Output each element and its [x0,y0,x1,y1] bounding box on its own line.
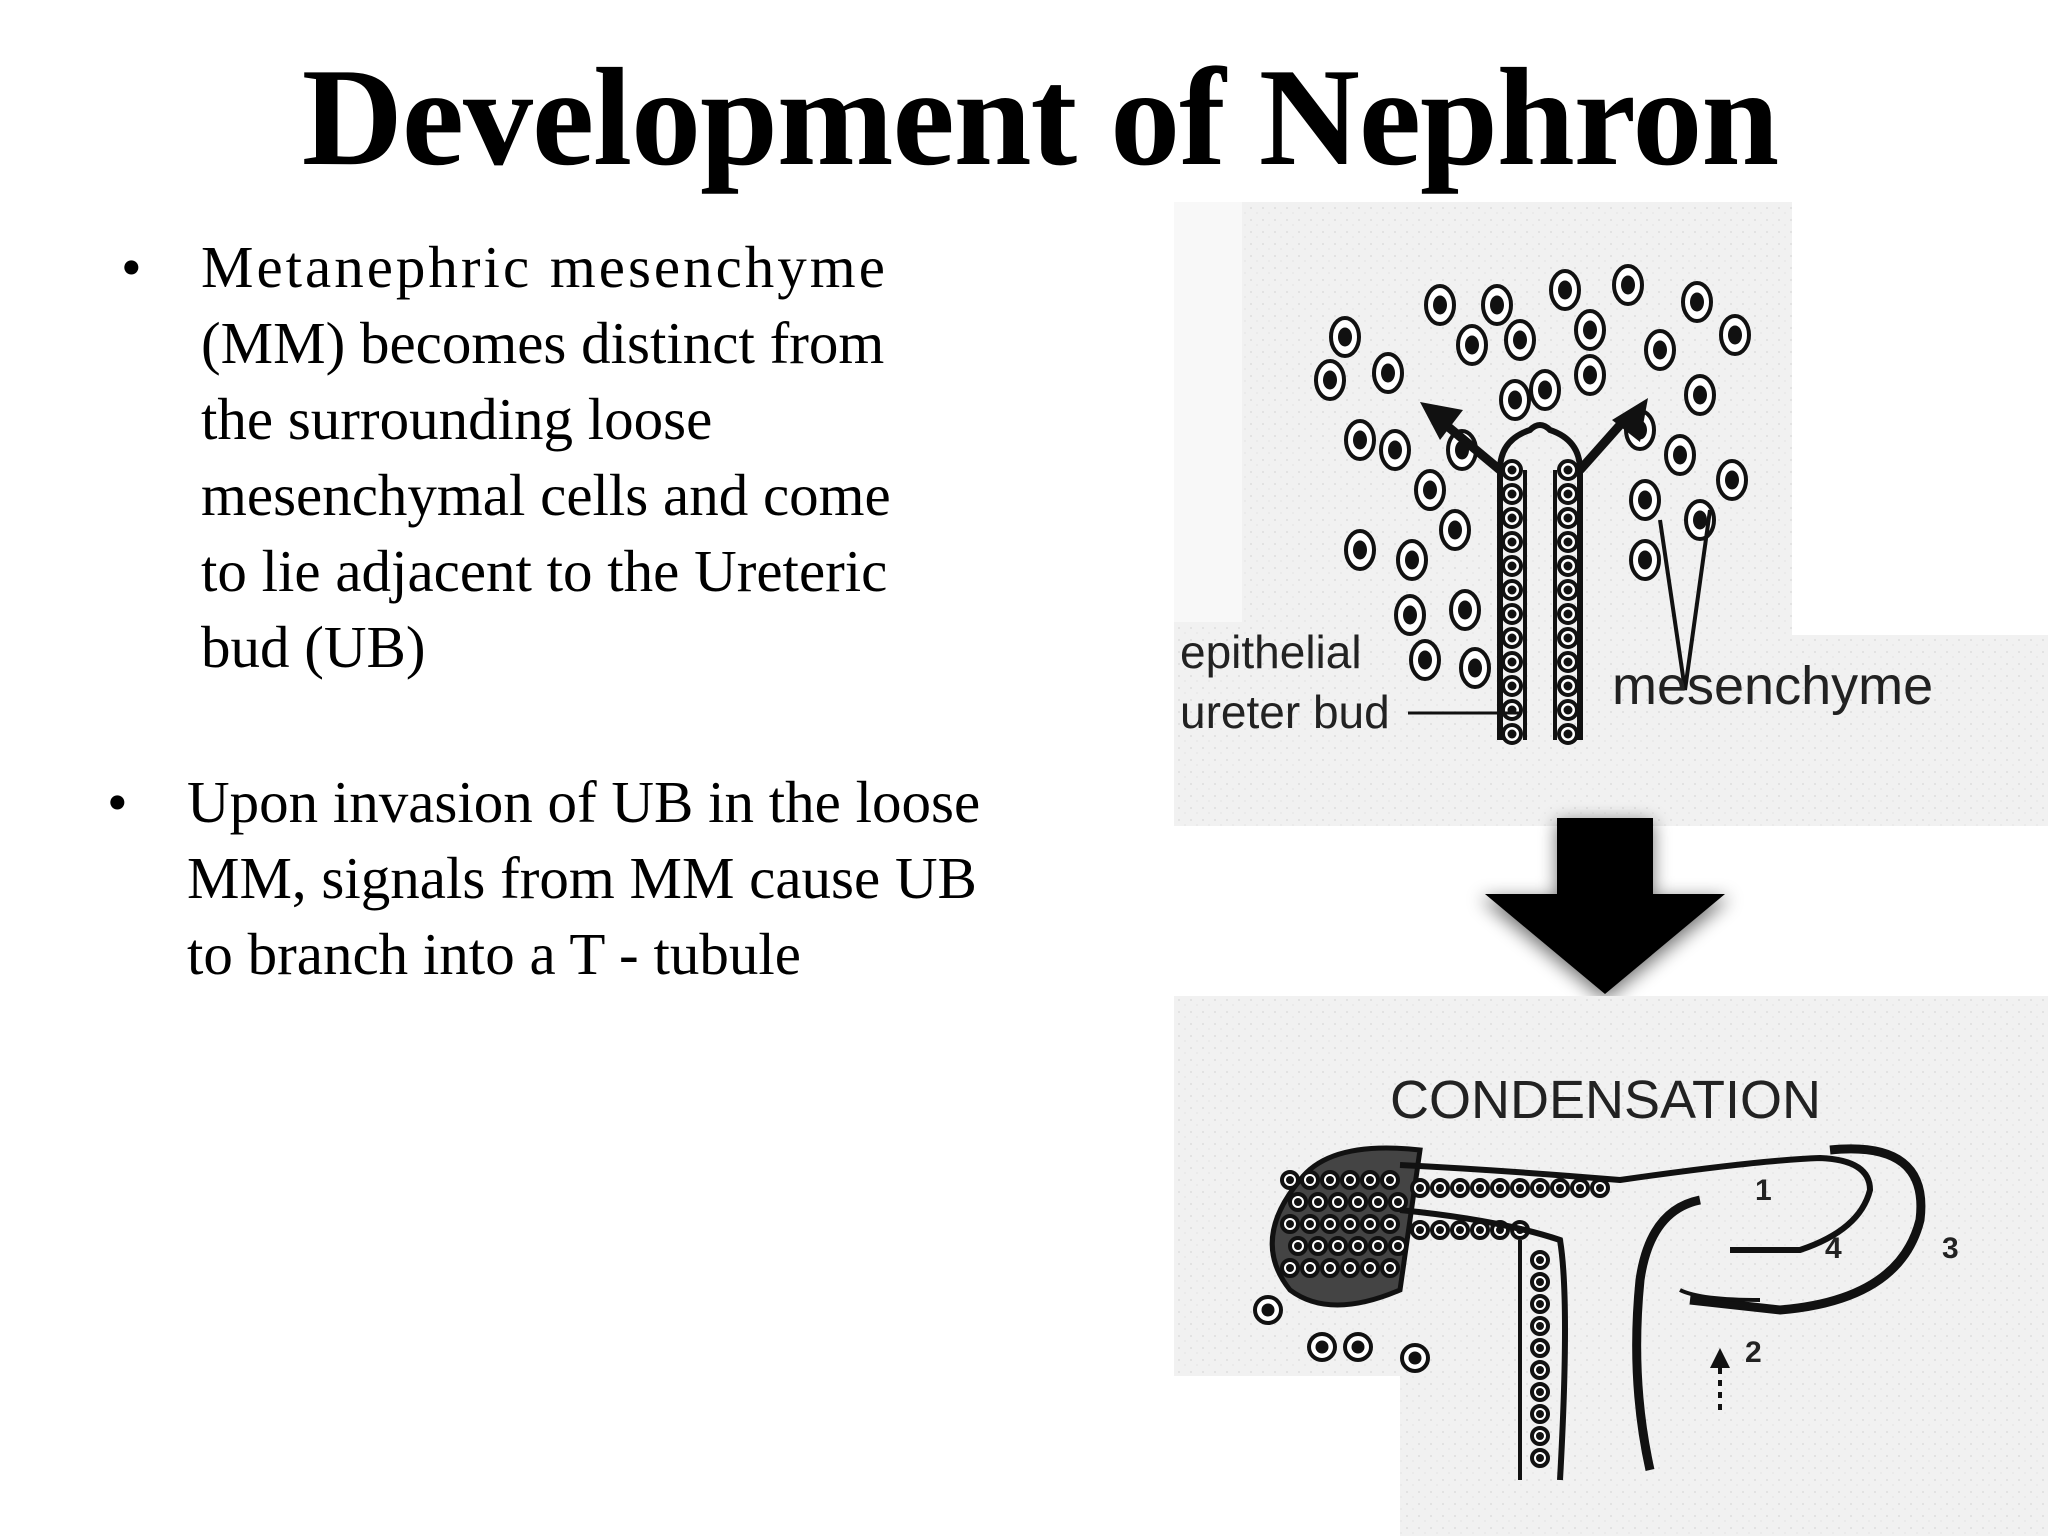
condensed-cell [1370,1238,1386,1254]
bud-cell [1559,557,1577,575]
mesenchymal-cell [1576,356,1604,394]
mesenchymal-cell [1551,271,1579,309]
mesenchymal-cell [1458,326,1486,364]
tubule-cell [1412,1180,1428,1196]
loose-cell [1402,1345,1428,1371]
mesenchymal-cell [1316,361,1344,399]
mesenchymal-cell [1426,286,1454,324]
mesenchymal-cell [1483,286,1511,324]
bullet-line: to lie adjacent to the Ureteric [201,538,888,604]
mesenchymal-cell [1721,316,1749,354]
tubule-cell [1492,1180,1508,1196]
tubule-cell [1452,1222,1468,1238]
bud-cell [1559,533,1577,551]
mesenchymal-cell [1396,596,1424,634]
label-epithelial: epithelial [1180,626,1362,678]
tubule-cell [1512,1180,1528,1196]
top-panel-diagram [1174,202,2048,826]
mesenchymal-cell [1646,331,1674,369]
bud-cell [1503,509,1521,527]
stalk-cell [1532,1340,1548,1356]
loose-cell [1255,1297,1281,1323]
bullet-line: bud (UB) [201,614,426,680]
label-mesenchyme: mesenchyme [1612,656,1934,716]
bullet-marker: • [121,234,142,300]
bud-cell [1503,725,1521,743]
tubule-cell [1572,1180,1588,1196]
bullet-line: Upon invasion of UB in the loose [187,769,981,835]
mesenchymal-cell [1331,318,1359,356]
mesenchymal-cell [1346,531,1374,569]
condensed-cell [1342,1260,1358,1276]
bullet-line: MM, signals from MM cause UB [187,845,977,911]
mesenchymal-cell [1411,641,1439,679]
bud-cell [1503,557,1521,575]
bud-cell [1503,701,1521,719]
stalk-cell [1532,1384,1548,1400]
bullet-line: the surrounding loose [201,386,713,452]
condensed-cell [1290,1238,1306,1254]
condensed-cell [1322,1216,1338,1232]
top-panel-light-strip [1174,202,1242,622]
bud-cell [1503,629,1521,647]
bud-cell [1559,509,1577,527]
mesenchymal-cell [1718,461,1746,499]
tubule-cell [1592,1180,1608,1196]
tubule-cell [1532,1180,1548,1196]
mesenchymal-cell [1461,649,1489,687]
bud-cell [1503,533,1521,551]
bud-cell [1559,485,1577,503]
condensed-cell [1362,1172,1378,1188]
condensed-cell [1302,1260,1318,1276]
tubule-cell [1472,1180,1488,1196]
condensed-cell [1382,1216,1398,1232]
bud-cell [1559,653,1577,671]
condensed-cell [1342,1172,1358,1188]
mesenchymal-cell [1576,311,1604,349]
mesenchymal-cell [1441,511,1469,549]
stalk-cell [1532,1450,1548,1466]
bud-cell [1503,485,1521,503]
label-number-2: 2 [1745,1336,1762,1369]
bud-cell [1503,605,1521,623]
bud-cell [1559,677,1577,695]
bud-cell [1503,653,1521,671]
mesenchymal-cell [1631,481,1659,519]
condensed-cell [1282,1216,1298,1232]
slide-title: Development of Nephron [301,40,1779,195]
down-arrow-icon [1480,818,1730,1000]
condensed-cell [1302,1172,1318,1188]
stalk-cell [1532,1274,1548,1290]
condensed-cell [1342,1216,1358,1232]
condensed-cell [1370,1194,1386,1210]
label-number-3: 3 [1942,1232,1959,1265]
label-number-4: 4 [1825,1232,1842,1265]
tubule-cell [1432,1180,1448,1196]
condensed-cell [1290,1194,1306,1210]
condensed-cell [1362,1260,1378,1276]
mesenchymal-cell [1614,266,1642,304]
tubule-cell [1412,1222,1428,1238]
mesenchymal-cell [1346,421,1374,459]
bud-cell [1559,461,1577,479]
condensed-cell [1362,1216,1378,1232]
mesenchymal-cell [1501,381,1529,419]
label-ureter-bud: ureter bud [1180,686,1390,738]
condensed-cell [1282,1260,1298,1276]
bud-cell [1503,461,1521,479]
tubule-cell [1452,1180,1468,1196]
bullet-line: (MM) becomes distinct from [201,310,885,376]
mesenchymal-cell [1666,436,1694,474]
stalk-cell [1532,1296,1548,1312]
bullet-line: to branch into a T - tubule [187,921,801,987]
mesenchymal-cell [1506,321,1534,359]
condensed-cell [1390,1238,1406,1254]
condensed-cell [1382,1172,1398,1188]
mesenchymal-cell [1416,471,1444,509]
bud-cell [1559,581,1577,599]
tubule-cell [1432,1222,1448,1238]
condensed-cell [1310,1238,1326,1254]
mesenchymal-cell [1398,541,1426,579]
condensed-cell [1282,1172,1298,1188]
condensed-cell [1322,1260,1338,1276]
mesenchymal-cell [1451,591,1479,629]
loose-cell [1345,1334,1371,1360]
condensed-cell [1302,1216,1318,1232]
bud-cell [1559,605,1577,623]
stalk-cell [1532,1406,1548,1422]
loose-cell [1309,1334,1335,1360]
bud-cell [1559,725,1577,743]
condensed-cell [1382,1260,1398,1276]
stalk-cell [1532,1362,1548,1378]
bud-cell [1559,701,1577,719]
condensed-cell [1310,1194,1326,1210]
condensation-heading: CONDENSATION [1390,1070,1822,1130]
tubule-cell [1552,1180,1568,1196]
mesenchymal-cell [1531,371,1559,409]
bullet-marker: • [107,769,128,835]
mesenchymal-cell [1686,376,1714,414]
bottom-panel-lower-background [1400,1376,2048,1536]
mesenchymal-cell [1374,354,1402,392]
bottom-panel-diagram [1174,996,2048,1536]
bullet-line: mesenchymal cells and come [201,462,891,528]
stalk-cell [1532,1252,1548,1268]
mesenchymal-cell [1381,431,1409,469]
condensed-cell [1330,1194,1346,1210]
stalk-cell [1532,1318,1548,1334]
stalk-cell [1532,1428,1548,1444]
label-number-1: 1 [1755,1174,1772,1207]
mesenchymal-cell [1683,283,1711,321]
condensed-cell [1330,1238,1346,1254]
bullet-line: Metanephric mesenchyme [201,234,888,300]
bud-cell [1503,677,1521,695]
mesenchymal-cell [1631,541,1659,579]
bud-cell [1559,629,1577,647]
condensed-cell [1322,1172,1338,1188]
condensed-cell [1350,1194,1366,1210]
bud-cell [1503,581,1521,599]
condensed-cell [1350,1238,1366,1254]
